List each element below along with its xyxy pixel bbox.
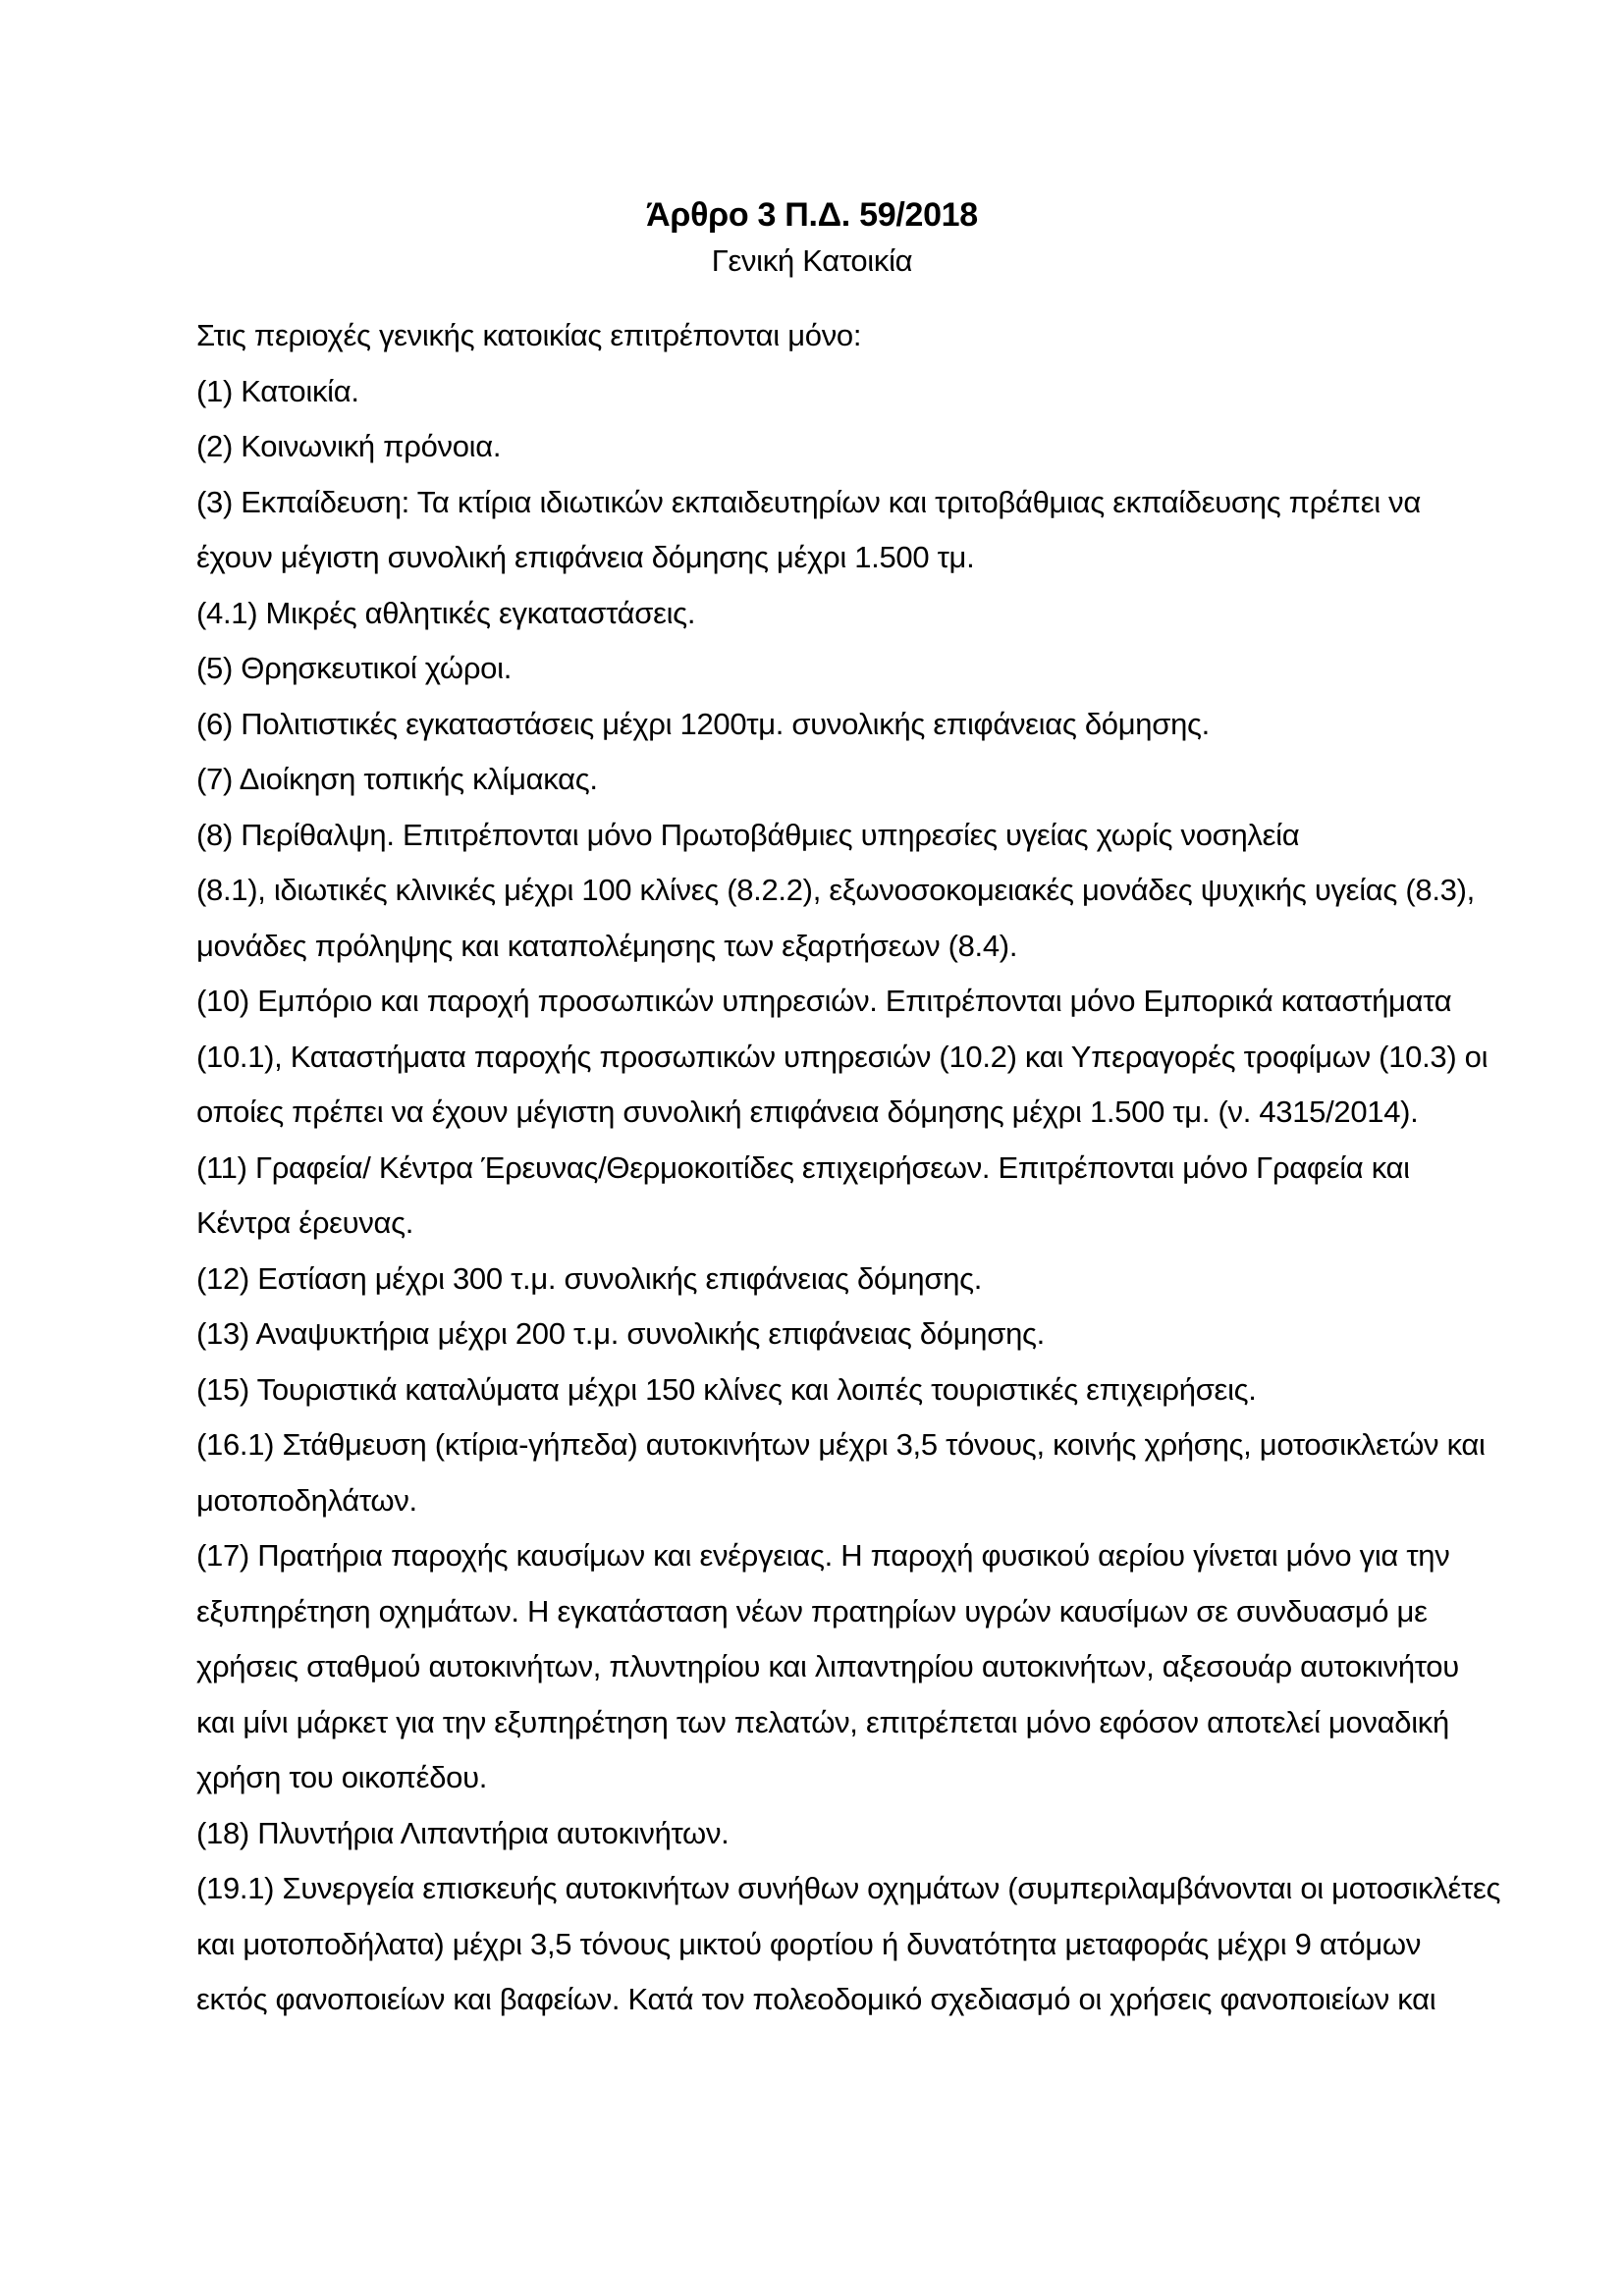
text-line: μονάδες πρόληψης και καταπολέμησης των εξαρτήσεων (8.4). [196, 928, 1018, 963]
text-line: μοτοποδηλάτων. [196, 1482, 417, 1518]
document-subtitle: Γενική Κατοικία [711, 243, 913, 278]
paragraph-item-15 [196, 1362, 1536, 1418]
text-line: (10) Εμπόριο και παροχή προσωπικών υπηρεσιών. Επιτρέπονται μόνο Εμπορικά καταστήματα [196, 984, 1452, 1018]
text-line: (6) Πολιτιστικές εγκαταστάσεις μέχρι 1200τμ. συνολικής επιφάνειας δόμησης. [196, 706, 1210, 741]
paragraph-item-5 [196, 641, 1536, 697]
paragraph-item-6 [196, 697, 1536, 753]
document-body [196, 308, 1536, 2028]
paragraph-item-18 [196, 1806, 1536, 1862]
text-line: (15) Τουριστικά καταλύματα μέχρι 150 κλίνες και λοιπές τουριστικές επιχειρήσεις. [196, 1371, 1257, 1407]
text-line: (2) Κοινωνική πρόνοια. [196, 429, 502, 463]
paragraph-item-16-1 [196, 1417, 1536, 1528]
text-line: (12) Εστίαση μέχρι 300 τ.μ. συνολικής επιφάνειας δόμησης. [196, 1260, 983, 1296]
paragraph-item-1 [196, 364, 1536, 420]
paragraph-item-11 [196, 1141, 1536, 1252]
text-line: εξυπηρέτηση οχημάτων. Η εγκατάσταση νέων πρατηρίων υγρών καυσίμων σε συνδυασμό με [196, 1593, 1428, 1629]
text-line: Στις περιοχές γενικής κατοικίας επιτρέπονται μόνο: [196, 318, 862, 352]
text-line: Κέντρα έρευνας. [196, 1205, 414, 1240]
text-line: εκτός φανοποιείων και βαφείων. Κατά τον πολεοδομικό σχεδιασμό οι χρήσεις φανοποιείων και [196, 1982, 1436, 2016]
text-line: (10.1), Καταστήματα παροχής προσωπικών υπηρεσιών (10.2) και Υπεραγορές τροφίμων (10.3) οι [196, 1039, 1489, 1074]
text-line: και μίνι μάρκετ για την εξυπηρέτηση των πελατών, επιτρέπεται μόνο εφόσον αποτελεί μοναδική [196, 1704, 1449, 1739]
text-line: (18) Πλυντήρια Λιπαντήρια αυτοκινήτων. [196, 1815, 730, 1850]
paragraph-item-3 [196, 475, 1536, 586]
paragraph-item-13 [196, 1307, 1536, 1362]
text-line: (19.1) Συνεργεία επισκευής αυτοκινήτων συνήθων οχημάτων (συμπεριλαμβάνονται οι μοτοσικλέτες [196, 1871, 1501, 1905]
text-line: (8) Περίθαλψη. Επιτρέπονται μόνο Πρωτοβάθμιες υπηρεσίες υγείας χωρίς νοσηλεία [196, 817, 1300, 852]
paragraph-item-19-1 [196, 1861, 1536, 2028]
paragraph-item-17 [196, 1528, 1536, 1806]
paragraph-item-4-1 [196, 586, 1536, 642]
text-line: (13) Αναψυκτήρια μέχρι 200 τ.μ. συνολικής επιφάνειας δόμησης. [196, 1316, 1045, 1351]
text-line: (3) Εκπαίδευση: Τα κτίρια ιδιωτικών εκπαιδευτηρίων και τριτοβάθμιας εκπαίδευσης πρέπει να [196, 484, 1421, 519]
paragraph-item-7 [196, 752, 1536, 808]
text-line: χρήση του οικοπέδου. [196, 1760, 488, 1794]
text-line: (7) Διοίκηση τοπικής κλίμακας. [196, 762, 598, 796]
paragraph-item-2 [196, 419, 1536, 475]
text-line: χρήσεις σταθμού αυτοκινήτων, πλυντηρίου και λιπαντηρίου αυτοκινήτων, αξεσουάρ αυτοκινήτου [196, 1649, 1459, 1683]
text-line: οποίες πρέπει να έχουν μέγιστη συνολική επιφάνεια δόμησης μέχρι 1.500 τμ. (ν. 4315/2014). [196, 1095, 1419, 1129]
document-title: Άρθρο 3 Π.Δ. 59/2018 [646, 196, 978, 234]
text-line: (1) Κατοικία. [196, 373, 359, 408]
paragraph-item-12 [196, 1252, 1536, 1308]
text-line: (17) Πρατήρια παροχής καυσίμων και ενέργειας. Η παροχή φυσικού αερίου γίνεται μόνο για την [196, 1538, 1450, 1573]
paragraph-intro [196, 308, 1536, 364]
text-line: (11) Γραφεία/ Κέντρα Έρευνας/Θερμοκοιτίδες επιχειρήσεων. Επιτρέπονται μόνο Γραφεία και [196, 1149, 1410, 1185]
text-line: (16.1) Στάθμευση (κτίρια-γήπεδα) αυτοκινήτων μέχρι 3,5 τόνους, κοινής χρήσης, μοτοσικλετών και [196, 1427, 1486, 1462]
text-line: (5) Θρησκευτικοί χώροι. [196, 651, 513, 685]
text-line: (8.1), ιδιωτικές κλινικές μέχρι 100 κλίνες (8.2.2), εξωνοσοκομειακές μονάδες ψυχικής υγείας (8.3), [196, 873, 1475, 907]
text-line: και μοτοποδήλατα) μέχρι 3,5 τόνους μικτού φορτίου ή δυνατότητα μεταφοράς μέχρι 9 ατόμων [196, 1926, 1422, 1961]
paragraph-item-8 [196, 808, 1536, 975]
text-line: (4.1) Μικρές αθλητικές εγκαταστάσεις. [196, 595, 696, 630]
paragraph-item-10 [196, 974, 1536, 1141]
text-line: έχουν μέγιστη συνολική επιφάνεια δόμησης μέχρι 1.500 τμ. [196, 540, 975, 574]
